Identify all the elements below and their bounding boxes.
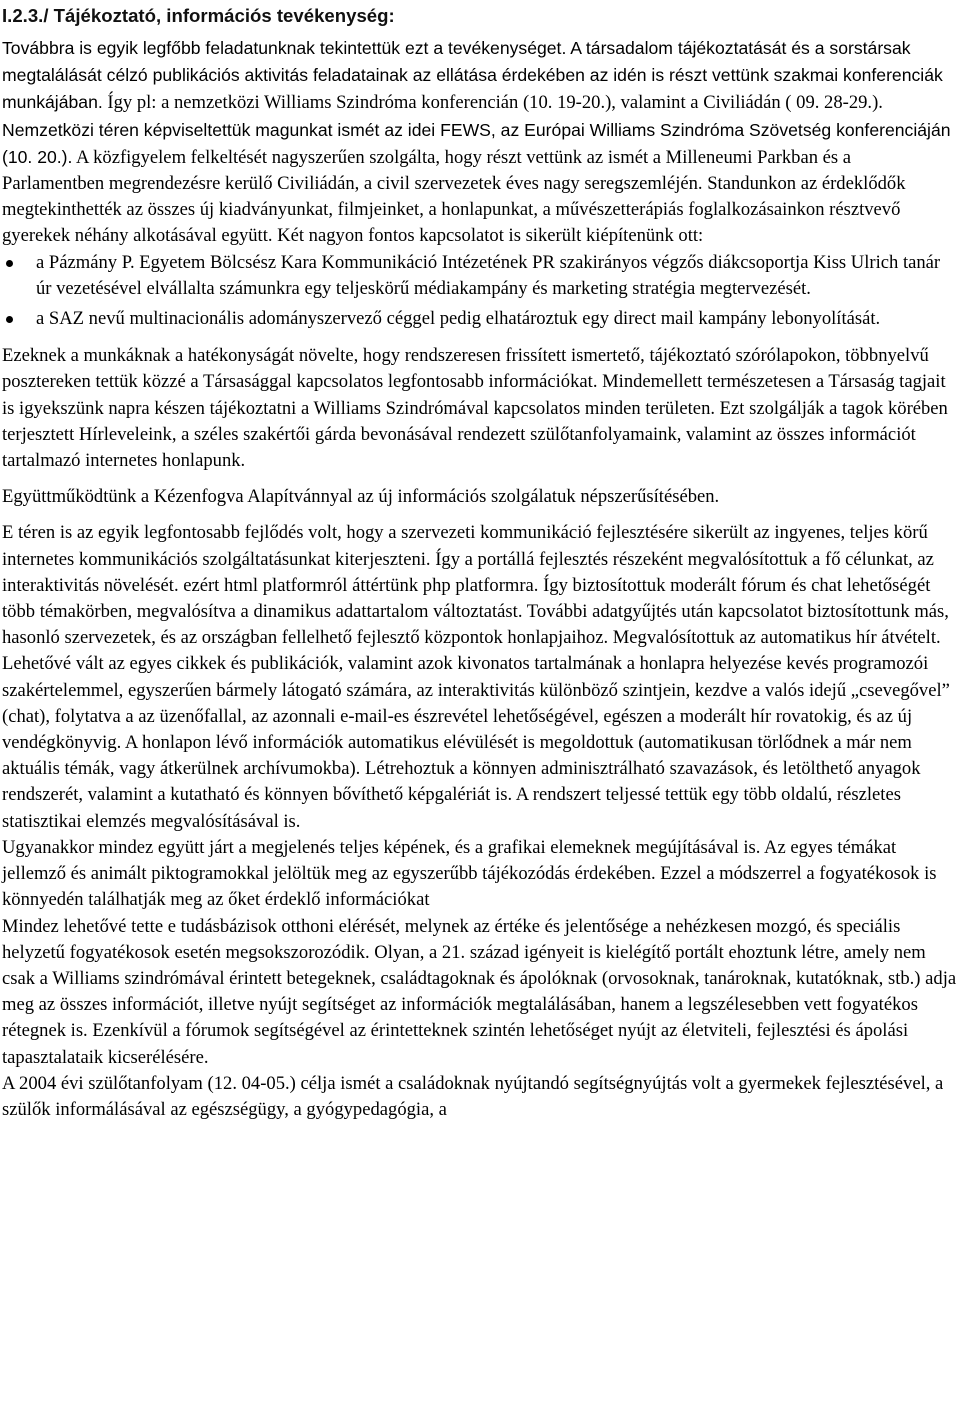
intro-paragraph — [2, 35, 957, 250]
list-item — [2, 306, 957, 332]
section-heading: I.2.3./ Tájékoztató, információs tevékenység: — [2, 5, 395, 26]
intro-text-part3: Nemzetközi téren képviseltettük magunkat ismét az idei FEWS, az Európai Williams Szindróma Szövetség konferenciáján (10. 20.). — [2, 119, 951, 167]
paragraph-graphics: Ugyanakkor mindez együtt járt a megjelenés teljes képének, és a grafikai elemeknek megújításával is. Az egyes témákat jellemző és animált piktogramokkal jelöltük meg az egyszerűbb tájékozódás érdekében. Ezzel a módszerrel a fogyatékosok is könnyedén találhatják meg az őket érdeklő információkat — [2, 836, 937, 911]
document-page — [2, 0, 957, 1123]
paragraph-cooperation: Együttműködtünk a Kézenfogva Alapítvánnyal az új információs szolgálatuk népszerűsítésében. — [2, 486, 720, 508]
list-item — [2, 250, 957, 302]
intro-text-part2: Így pl: a nemzetközi Williams Szindróma konferencián (10. 19-20.), valamint a Civiliádán ( 09. 28-29.). — [102, 92, 883, 114]
intro-text-part1: Továbbra is egyik legfőbb feladatunknak tekintettük ezt a tevékenységet. A társadalom tájékoztatását és a sorstársak megtalálását célzó publikációs aktivitás feladatainak az ellátása érdekében az idén is részt vettünk szakmai konferenciák munkájában. — [2, 38, 943, 113]
list-item-text: a Pázmány P. Egyetem Bölcsész Kara Kommunikáció Intézetének PR szakirányos végzős diákcsoportja Kiss Ulrich tanár úr vezetésével elvállalta számunkra egy teljeskörű médiakampány és marketing stratégia megtervezését. — [36, 251, 941, 299]
paragraph-publications: Ezeknek a munkáknak a hatékonyságát növelte, hogy rendszeresen frissített ismertető, tájékoztató szórólapokon, többnyelvű posztereken tettük közzé a Társasággal kapcsolatos legfontosabb információkat. Mindemellett természetesen a Társaság tagjait is igyekszünk napra készen tájékoztatni a Williams Szindrómával kapcsolatos minden területen. Ezt szolgálják a tagok körében terjesztett Hírleveleink, a széles szakértői gárda bevonásával rendezett szülőtanfolyamaink, valamint az összes információt tartalmazó internetes honlapunk. — [2, 345, 948, 472]
bullet-icon — [6, 260, 13, 267]
bullet-list — [2, 250, 957, 333]
paragraph-knowledge-base: Mindez lehetővé tette e tudásbázisok otthoni elérését, melynek az értéke és jelentősége a nehézkesen mozgó, és speciális helyzetű fogyatékosok esetén megsokszorozódik. Olyan, a 21. század igényeit is kielégítő portált ehoztunk létre, amely nem csak a Williams szindrómával érintett betegeknek, családtagoknak és ápolóknak (orvosoknak, tanároknak, kutatóknak, stb.) adja meg az összes információt, illetve nyújt segítséget az információk megtalálásában, hanem a legszélesebben vett fogyatékos rétegnek is. Ezenkívül a fórumok segítségével az érintetteknek szintén lehetőséget nyújt az életviteli, fejlesztési és ápolási tapasztalataik kicserélésére. — [2, 915, 957, 1068]
list-item-text: a SAZ nevű multinacionális adományszervező céggel pedig elhatároztuk egy direct mail kampány lebonyolítását. — [36, 308, 881, 330]
intro-text-part4: A közfigyelem felkeltését nagyszerűen szolgálta, hogy részt vettünk az ismét a Milleneumi Parkban és a Parlamentben megrendezésre kerülő Civiliádán, a civil szervezetek éves nagy seregszemléjén. Standunkon az érdeklődők megtekinthették az összes új kiadványunkat, filmjeinket, a honlapunkat, a művészetterápiás foglalkozásainkon résztvevő gyerekek néhány alkotásával együtt. Két nagyon fontos kapcsolatot is sikerült kiépítenünk ott: — [2, 146, 906, 247]
paragraph-parent-course: A 2004 évi szülőtanfolyam (12. 04-05.) célja ismét a családoknak nyújtandó segítségnyújtás volt a gyermekek fejlesztésével, a szülők informálásával az egészségügy, a gyógypedagógia, a — [2, 1072, 944, 1120]
bullet-icon — [6, 316, 13, 323]
paragraph-web-portal: E téren is az egyik legfontosabb fejlődés volt, hogy a szervezeti kommunikáció fejlesztésére sikerült az ingyenes, teljes körű internetes kommunikációs szolgáltatásunkat kiterjeszteni. Így a portállá fejlesztés részeként megvalósítottuk a fő célunkat, az interaktivitás növelését. ezért html platformról áttértünk php platformra. Így biztosítottuk moderált fórum és chat lehetőségét több témakörben, megvalósítva a dinamikus adattartalom változtatást. További adatgyűjtés után kapcsolatot biztosítottunk más, hasonló szervezetek, és az országban fellelhető fejlesztő központok honlapjaihoz. Megvalósítottuk az automatikus hír átvételt. Lehetővé vált az egyes cikkek és publikációk, valamint azok kivonatos tartalmának a honlapra helyezése kevés programozói szakértelemmel, egyszerűen bármely látogató számára, az interaktivitás különböző szintjein, kezdve a valós idejű „csevegővel” (chat), folytatva a az üzenőfallal, az azonnali e-mail-es észrevétel lehetőségével, egészen a moderált hír rovatokig, és az új vendégkönyvig. A honlapon lévő információk automatikus elévülését is megoldottuk (automatikusan törlődnek a már nem aktuális témák, vagy átkerülnek archívumokba). Létrehoztuk a könnyen adminisztrálható szavazások, és letölthető anyagok rendszerét, valamint a kutatható és könnyen bővíthető képgalériát is. A rendszert teljessé tettük egy több oldalú, részletes statisztikai elemzés megvalósításával is. — [2, 522, 950, 832]
